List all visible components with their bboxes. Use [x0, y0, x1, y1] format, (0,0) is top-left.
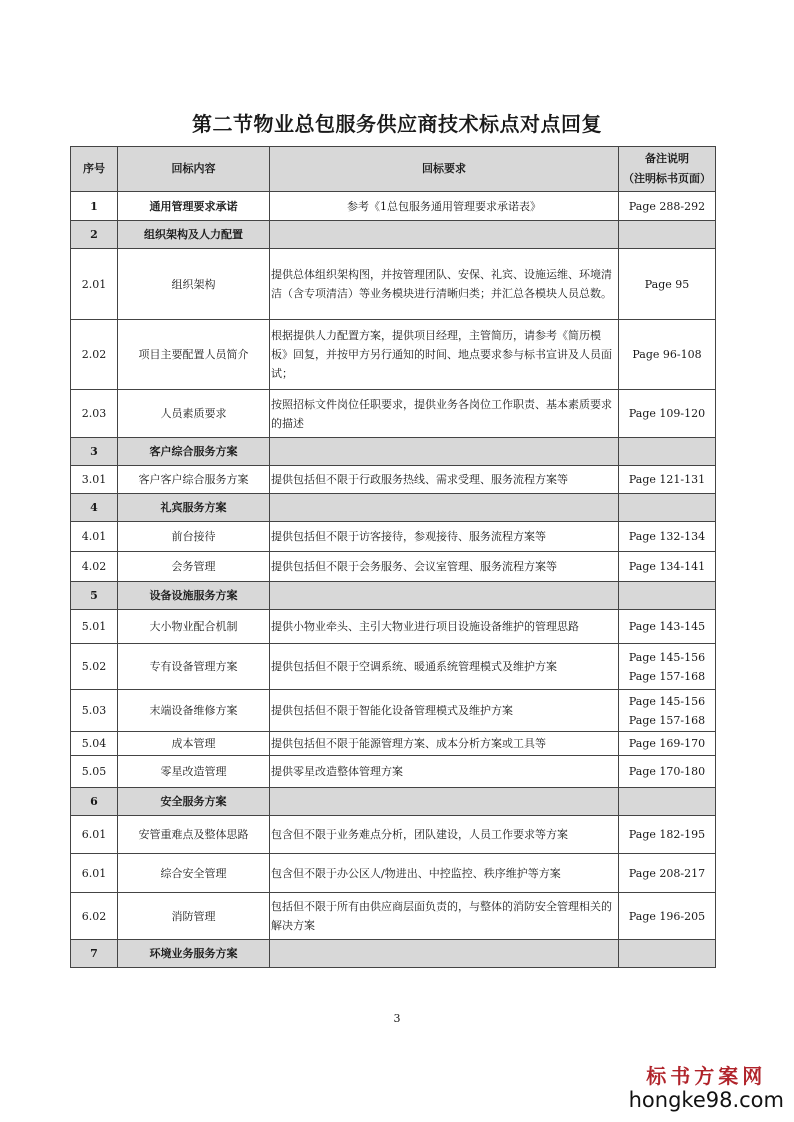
row-requirement: [270, 438, 619, 466]
section-row: [71, 221, 716, 249]
row-note: [619, 438, 716, 466]
row-no: 5.01: [71, 610, 118, 644]
row-requirement: 根据提供人力配置方案，提供项目经理，主管简历，请参考《简历模板》回复，并按甲方另行通知的时间、地点要求参与标书宣讲及人员面试；: [270, 320, 619, 390]
row-no: 4: [71, 494, 118, 522]
row-content: 大小物业配合机制: [118, 610, 270, 644]
row-requirement: 包括但不限于所有由供应商层面负责的，与整体的消防安全管理相关的解决方案: [270, 893, 619, 940]
row-no: 2: [71, 221, 118, 249]
row-requirement: [270, 940, 619, 968]
row-requirement: 提供包括但不限于智能化设备管理模式及维护方案: [270, 690, 619, 732]
row-no: 6.01: [71, 854, 118, 893]
row-no: 6: [71, 788, 118, 816]
row-content: 末端设备维修方案: [118, 690, 270, 732]
row-requirement: [270, 221, 619, 249]
row-requirement: 提供小物业牵头、主引大物业进行项目设施设备维护的管理思路: [270, 610, 619, 644]
row-note: [619, 221, 716, 249]
row-requirement: 包含但不限于业务难点分析，团队建设，人员工作要求等方案: [270, 816, 619, 854]
row-content: 客户客户综合服务方案: [118, 466, 270, 494]
row-requirement: 按照招标文件岗位任职要求，提供业务各岗位工作职责、基本素质要求的描述: [270, 390, 619, 438]
row-content: 零星改造管理: [118, 756, 270, 788]
row-content: 环境业务服务方案: [118, 940, 270, 968]
row-no: 3: [71, 438, 118, 466]
row-requirement: 提供包括但不限于访客接待，参观接待、服务流程方案等: [270, 522, 619, 552]
table-row: [71, 522, 716, 552]
row-no: 3.01: [71, 466, 118, 494]
row-note-line1: Page 145-156: [628, 694, 706, 708]
row-content: 组织架构: [118, 249, 270, 320]
table-row: [71, 192, 716, 221]
row-no: 5.05: [71, 756, 118, 788]
table-row: [71, 610, 716, 644]
row-content: 项目主要配置人员简介: [118, 320, 270, 390]
row-content: 综合安全管理: [118, 854, 270, 893]
row-content: 安管重难点及整体思路: [118, 816, 270, 854]
row-no: 2.03: [71, 390, 118, 438]
header-note-line1: 备注说明: [645, 152, 689, 165]
table-row: [71, 893, 716, 940]
row-requirement: 提供包括但不限于行政服务热线、需求受理、服务流程方案等: [270, 466, 619, 494]
row-content: 通用管理要求承诺: [118, 192, 270, 221]
row-note-line2: Page 157-168: [628, 713, 706, 727]
section-row: [71, 788, 716, 816]
row-content: 礼宾服务方案: [118, 494, 270, 522]
table-row: [71, 552, 716, 582]
row-requirement: [270, 788, 619, 816]
table-row: [71, 816, 716, 854]
row-no: 1: [71, 192, 118, 221]
row-note: Page 182-195: [619, 816, 716, 854]
section-row: [71, 582, 716, 610]
row-note: Page 208-217: [619, 854, 716, 893]
row-requirement: 提供包括但不限于会务服务、会议室管理、服务流程方案等: [270, 552, 619, 582]
row-no: 2.01: [71, 249, 118, 320]
row-requirement: 提供包括但不限于空调系统、暖通系统管理模式及维护方案: [270, 644, 619, 690]
section-row: [71, 494, 716, 522]
row-requirement: 提供零星改造整体管理方案: [270, 756, 619, 788]
row-note-line1: Page 145-156: [628, 650, 706, 664]
row-no: 5.02: [71, 644, 118, 690]
row-note: Page 170-180: [619, 756, 716, 788]
page-title: 第二节物业总包服务供应商技术标点对点回复: [192, 112, 602, 136]
row-note: [619, 940, 716, 968]
table-row: [71, 756, 716, 788]
table-header-row: [71, 147, 716, 192]
table-row: [71, 690, 716, 732]
header-note: [619, 147, 716, 192]
row-content: 组织架构及人力配置: [118, 221, 270, 249]
row-note: Page 95: [619, 249, 716, 320]
row-note: Page 143-145: [619, 610, 716, 644]
table-row: [71, 249, 716, 320]
table-row: [71, 732, 716, 756]
row-content: 客户综合服务方案: [118, 438, 270, 466]
row-content: 成本管理: [118, 732, 270, 756]
row-note: [619, 494, 716, 522]
header-requirement: 回标要求: [270, 147, 619, 192]
row-no: 4.02: [71, 552, 118, 582]
row-no: 6.01: [71, 816, 118, 854]
watermark-logo: [629, 1064, 784, 1112]
section-row: [71, 438, 716, 466]
row-requirement: 参考《1总包服务通用管理要求承诺表》: [270, 192, 619, 221]
row-note: Page 288-292: [619, 192, 716, 221]
header-note-line2: （注明标书页面）: [623, 172, 711, 185]
row-content: 会务管理: [118, 552, 270, 582]
row-requirement: [270, 582, 619, 610]
row-content: 专有设备管理方案: [118, 644, 270, 690]
row-note: [619, 582, 716, 610]
row-note: [619, 690, 716, 732]
row-note: [619, 788, 716, 816]
watermark-line2: hongke98.com: [628, 1088, 784, 1112]
table-row: [71, 854, 716, 893]
response-table: [70, 146, 716, 968]
row-requirement: 提供总体组织架构图，并按管理团队、安保、礼宾、设施运维、环境清洁（含专项清洁）等业务模块进行清晰归类；并汇总各模块人员总数。: [270, 249, 619, 320]
row-requirement: 包含但不限于办公区人/物进出、中控监控、秩序维护等方案: [270, 854, 619, 893]
row-note: Page 134-141: [619, 552, 716, 582]
table-row: [71, 320, 716, 390]
row-content: 安全服务方案: [118, 788, 270, 816]
section-row: [71, 940, 716, 968]
row-content: 消防管理: [118, 893, 270, 940]
row-note: Page 121-131: [619, 466, 716, 494]
header-content: 回标内容: [118, 147, 270, 192]
row-no: 6.02: [71, 893, 118, 940]
row-note: Page 169-170: [619, 732, 716, 756]
row-note: [619, 644, 716, 690]
row-note: Page 109-120: [619, 390, 716, 438]
row-content: 前台接待: [118, 522, 270, 552]
row-note: Page 132-134: [619, 522, 716, 552]
row-requirement: 提供包括但不限于能源管理方案、成本分析方案或工具等: [270, 732, 619, 756]
row-no: 4.01: [71, 522, 118, 552]
row-requirement: [270, 494, 619, 522]
row-content: 设备设施服务方案: [118, 582, 270, 610]
table-row: [71, 466, 716, 494]
page-number: 3: [393, 1012, 401, 1025]
row-no: 5.03: [71, 690, 118, 732]
table-row: [71, 390, 716, 438]
row-content: 人员素质要求: [118, 390, 270, 438]
row-note: Page 196-205: [619, 893, 716, 940]
watermark-line1: 标书方案网: [646, 1064, 767, 1088]
row-no: 7: [71, 940, 118, 968]
row-no: 5: [71, 582, 118, 610]
row-note-line2: Page 157-168: [628, 669, 706, 683]
row-no: 2.02: [71, 320, 118, 390]
row-note: Page 96-108: [619, 320, 716, 390]
table-row: [71, 644, 716, 690]
row-no: 5.04: [71, 732, 118, 756]
header-no: 序号: [71, 147, 118, 192]
